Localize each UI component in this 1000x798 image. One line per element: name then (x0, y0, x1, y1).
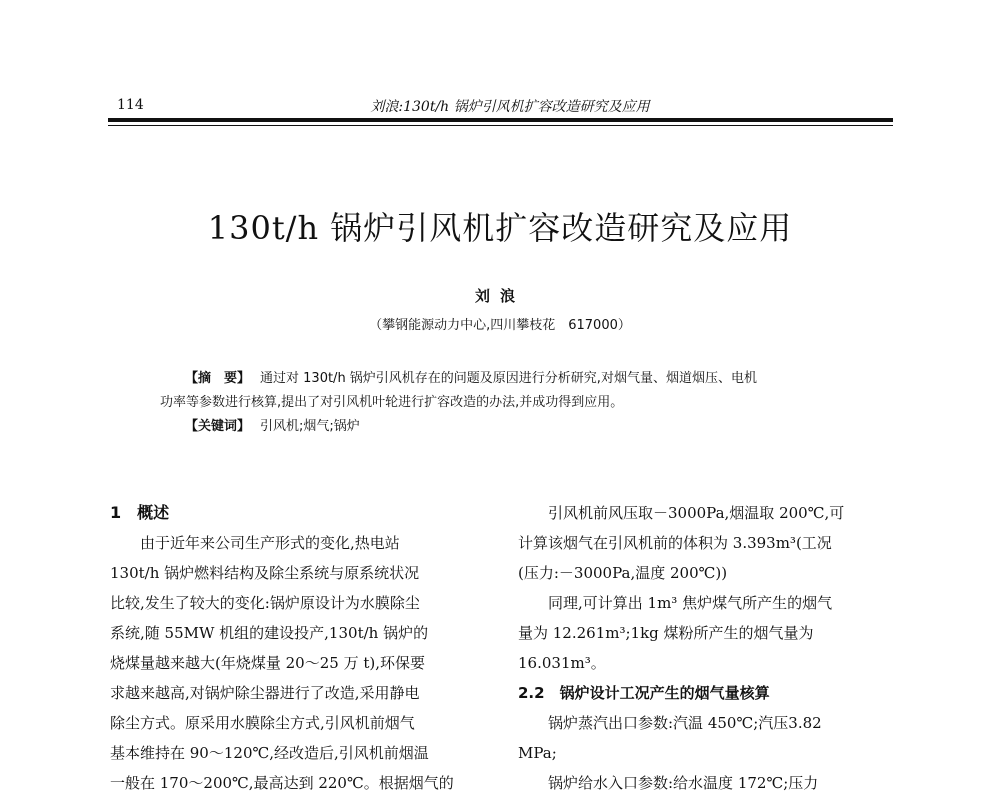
body-line: 由于近年来公司生产形式的变化,热电站 (140, 534, 400, 552)
body-line: 锅炉蒸汽出口参数:汽温 450℃;汽压3.82 (548, 714, 822, 732)
abstract-text-2: 功率等参数进行核算,提出了对引风机叶轮进行扩容改造的办法,并成功得到应用。 (160, 395, 624, 410)
header-rule-thick (108, 118, 893, 122)
abstract-text-1: 通过对 130t/h 锅炉引风机存在的问题及原因进行分析研究,对烟气量、烟道烟压、电机 (260, 371, 757, 386)
body-line: 量为 12.261m³;1kg 煤粉所产生的烟气量为 (518, 624, 814, 642)
article-title: 130t/h 锅炉引风机扩容改造研究及应用 (207, 209, 793, 247)
section-heading-overview: 1 概述 (110, 503, 170, 522)
left-column (110, 498, 490, 792)
body-line: 锅炉给水入口参数:给水温度 172℃;压力 (548, 774, 819, 792)
abstract-line-1 (140, 367, 860, 391)
body-line: MPa; (518, 744, 557, 762)
keywords-label: 【关键词】 (185, 419, 251, 434)
body-line: 系统,随 55MW 机组的建设投产,130t/h 锅炉的 (110, 624, 429, 642)
body-line: 引风机前风压取－3000Pa,烟温取 200℃,可 (548, 504, 845, 522)
body-line: 一般在 170～200℃,最高达到 220℃。根据烟气的 (110, 774, 454, 792)
body-line: 计算该烟气在引风机前的体积为 3.393m³(工况 (518, 534, 832, 552)
subsection-heading-2-2: 2.2 锅炉设计工况产生的烟气量核算 (518, 684, 770, 702)
running-header: 刘浪:130t/h 锅炉引风机扩容改造研究及应用 (370, 99, 650, 115)
abstract (140, 367, 860, 415)
body-line: 求越来越高,对锅炉除尘器进行了改造,采用静电 (110, 684, 420, 702)
author-name: 刘浪 (474, 287, 525, 305)
abstract-label: 【摘 要】 (185, 371, 251, 386)
body-line: 比较,发生了较大的变化:锅炉原设计为水膜除尘 (110, 594, 420, 612)
keywords (185, 415, 360, 434)
page-number: 114 (117, 97, 144, 113)
keywords-text: 引风机;烟气;锅炉 (260, 419, 360, 434)
body-line: 烧煤量越来越大(年烧煤量 20～25 万 t),环保要 (110, 654, 425, 672)
right-column (518, 498, 898, 792)
body-line: (压力:－3000Pa,温度 200℃)) (518, 564, 728, 582)
body-line: 16.031m³。 (518, 654, 606, 672)
body-line: 130t/h 锅炉燃料结构及除尘系统与原系统状况 (110, 564, 420, 582)
header-rule-thin (108, 125, 893, 126)
author-affiliation: （攀钢能源动力中心,四川攀枝花 617000） (369, 318, 631, 333)
body-line: 除尘方式。原采用水膜除尘方式,引风机前烟气 (110, 714, 415, 732)
body-line: 同理,可计算出 1m³ 焦炉煤气所产生的烟气 (548, 594, 833, 612)
body-line: 基本维持在 90～120℃,经改造后,引风机前烟温 (110, 744, 429, 762)
